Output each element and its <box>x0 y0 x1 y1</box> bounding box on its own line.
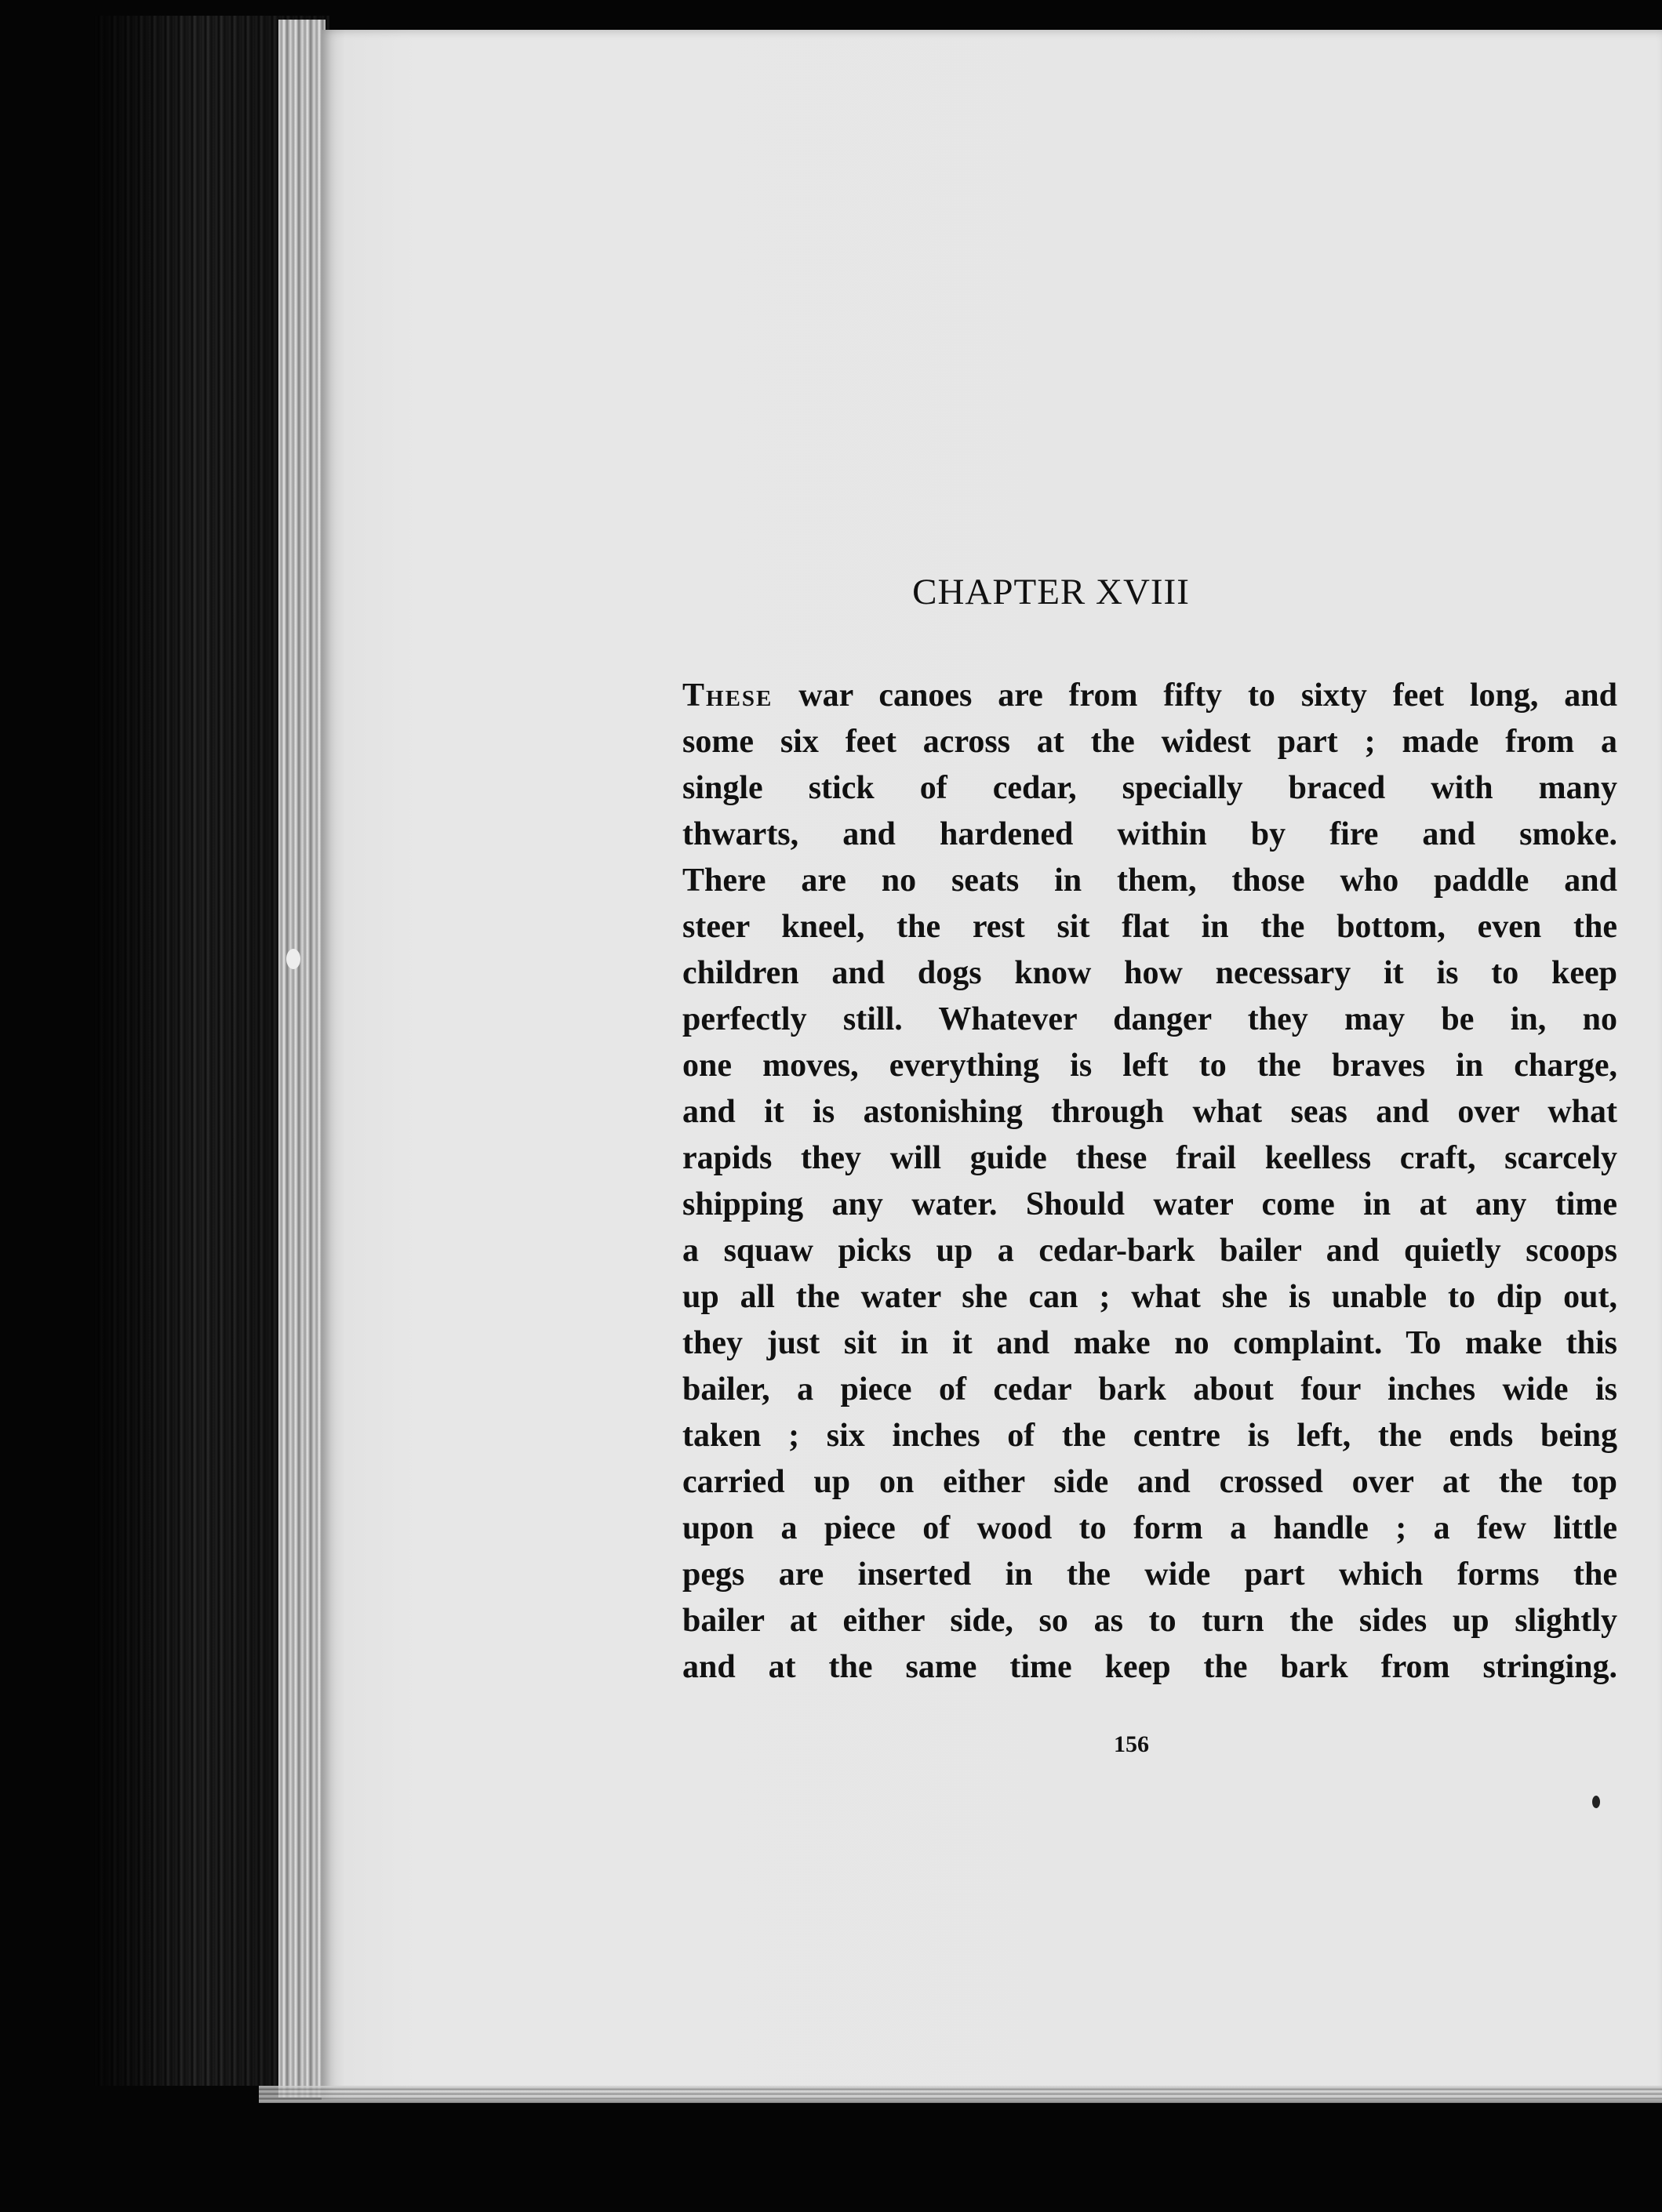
text-line: bailer, a piece of cedar bark about four inches wide is <box>682 1371 1617 1407</box>
text-line: up all the water she can ; what she is unable to dip out, <box>682 1279 1617 1315</box>
text-line: shipping any water. Should water come in at any time <box>682 1186 1617 1222</box>
scan-speck <box>286 949 300 969</box>
page-number: 156 <box>1114 1731 1149 1757</box>
text-line: taken ; six inches of the centre is left, the ends being <box>682 1418 1617 1454</box>
text-line: single stick of cedar, specially braced with many <box>682 770 1617 806</box>
text-line: children and dogs know how necessary it is to keep <box>682 955 1617 991</box>
opening-word: These <box>682 677 773 714</box>
scan-speck <box>1592 1796 1600 1808</box>
chapter-body-text <box>682 673 1617 1691</box>
text-line: one moves, everything is left to the braves in charge, <box>682 1048 1617 1084</box>
text-line: rapids they will guide these frail keelless craft, scarcely <box>682 1140 1617 1176</box>
text-line: pegs are inserted in the wide part which forms the <box>682 1556 1617 1593</box>
text-line <box>682 673 1617 719</box>
text-line: perfectly still. Whatever danger they may be in, no <box>682 1001 1617 1037</box>
text-line: and at the same time keep the bark from stringing. <box>682 1649 1617 1685</box>
text-line: and it is astonishing through what seas and over what <box>682 1094 1617 1130</box>
page-bottom-edge <box>259 2086 1662 2103</box>
text-line: There are no seats in them, those who paddle and <box>682 863 1617 899</box>
text-line: upon a piece of wood to form a handle ; a few little <box>682 1510 1617 1546</box>
text-line: a squaw picks up a cedar-bark bailer and quietly scoops <box>682 1233 1617 1269</box>
text-line-rest: war canoes are from fifty to sixty feet long, and <box>773 677 1617 714</box>
chapter-title: CHAPTER XVIII <box>912 572 1190 612</box>
text-line: thwarts, and hardened within by fire and smoke. <box>682 816 1617 852</box>
text-line: some six feet across at the widest part ; made from a <box>682 724 1617 760</box>
text-line: steer kneel, the rest sit flat in the bottom, even the <box>682 909 1617 945</box>
text-line: they just sit in it and make no complaint. To make this <box>682 1325 1617 1361</box>
text-line: bailer at either side, so as to turn the sides up slightly <box>682 1603 1617 1639</box>
text-line: carried up on either side and crossed over at the top <box>682 1464 1617 1500</box>
page-stack-edge <box>278 20 325 2098</box>
